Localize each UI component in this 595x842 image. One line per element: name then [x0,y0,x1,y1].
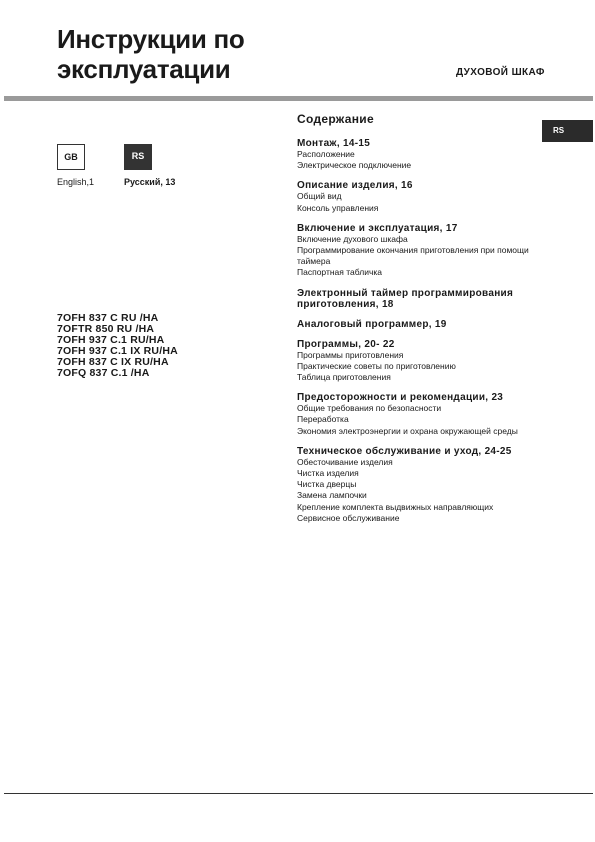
title-line-1: Инструкции по [57,24,245,54]
model-code: 7OFH 837 C IX RU/HA [57,356,169,368]
language-badge-gb: GB [57,144,85,170]
language-badge-rs: RS [124,144,152,170]
toc-item: Обесточивание изделия [297,456,393,467]
toc-section [297,392,537,437]
toc-section [297,339,537,384]
toc-item: Чистка изделия [297,468,359,479]
title-line-2: эксплуатации [57,54,231,84]
toc-item: Замена лампочки [297,490,367,501]
page-title [57,24,244,84]
toc-item: Расположение [297,149,355,159]
toc-item: Программы приготовления [297,349,404,360]
toc-item: Крепление комплекта выдвижных направляющих [297,501,494,512]
toc-section-title: Техническое обслуживание и уход, 24-25 [297,445,512,457]
toc-section-title: Включение и эксплуатация, 17 [297,222,458,234]
toc-item: Чистка дверцы [297,479,357,490]
table-of-contents [297,112,537,533]
model-code: 7OFH 937 C.1 RU/HA [57,334,165,346]
toc-item: Таблица приготовления [297,372,391,383]
contents-heading: Содержание [297,112,374,126]
model-code: 7OFH 837 C RU /HA [57,312,159,324]
toc-item: Включение духового шкафа [297,233,408,244]
toc-item: Консоль управления [297,202,379,213]
toc-section-title: Предосторожности и рекомендации, 23 [297,392,504,404]
language-tab-rs: RS [542,120,593,142]
model-code: 7OFTR 850 RU /HA [57,323,155,335]
toc-section-title: Монтаж, 14-15 [297,138,371,149]
header-divider [4,96,593,101]
toc-item: Общие требования по безопасности [297,403,442,414]
toc-section-title: Электронный таймер программирования приготовления, 18 [297,287,514,310]
toc-item: Электрическое подключение [297,160,412,171]
toc-item: Практические советы по приготовлению [297,360,456,371]
toc-section-title: Описание изделия, 16 [297,180,413,192]
toc-section [297,180,537,213]
toc-section [297,223,537,279]
footer-divider [4,793,593,794]
language-label-rs: Русский, 13 [124,177,176,187]
toc-section [297,288,537,310]
product-type: ДУХОВОЙ ШКАФ [456,67,545,78]
toc-item: Сервисное обслуживание [297,512,400,523]
model-code: 7OFQ 837 C.1 /HA [57,367,150,379]
toc-item: Экономия электроэнергии и охрана окружающей среды [297,425,518,436]
toc-item: Переработка [297,414,349,425]
model-list [57,313,287,379]
toc-section [297,138,537,171]
toc-item: Паспортная табличка [297,267,383,278]
toc-item: Программирование окончания приготовления при помощи таймера [297,245,529,267]
toc-section [297,319,537,330]
toc-section-title: Программы, 20- 22 [297,338,395,350]
toc-section-title: Аналоговый программер, 19 [297,318,447,330]
model-code: 7OFH 937 C.1 IX RU/HA [57,345,178,357]
toc-item: Общий вид [297,191,342,202]
toc-section [297,446,537,524]
language-label-gb: English,1 [57,177,95,187]
